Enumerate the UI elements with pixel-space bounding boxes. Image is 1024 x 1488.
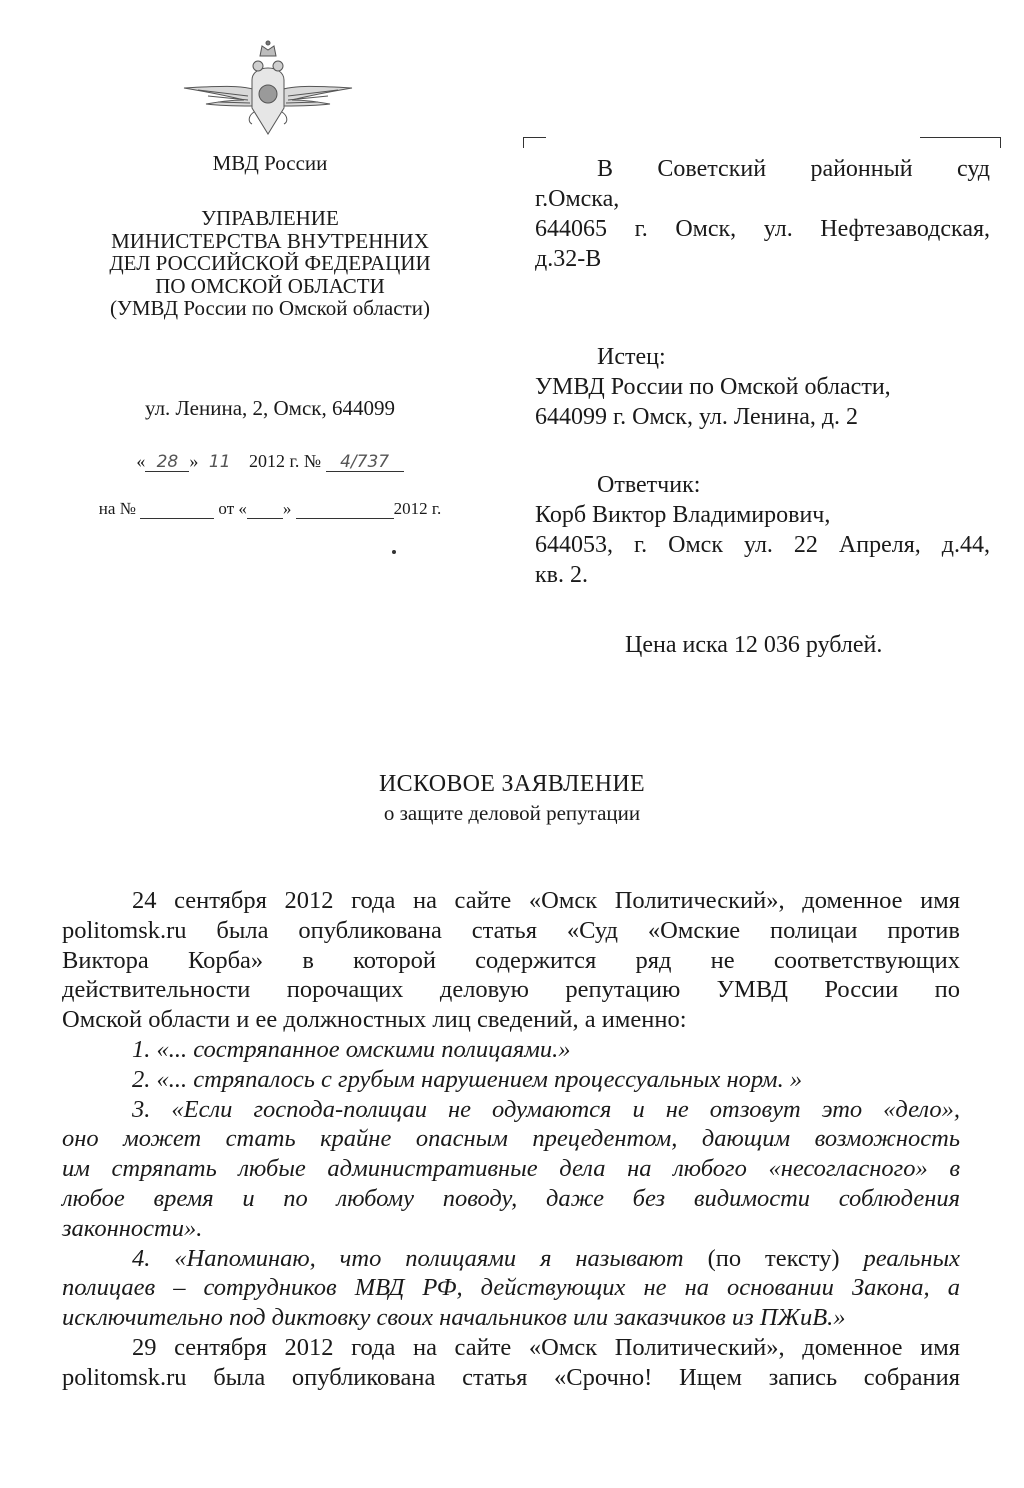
word: ул. — [763, 216, 793, 242]
plaintiff-label: Истец: — [597, 344, 666, 370]
court-addressee — [535, 154, 990, 274]
word: районный — [810, 156, 913, 182]
quote-4-part-c: реальных — [863, 1244, 961, 1272]
quote-item-3-line: оно может стать крайне опасным прецедентом, дающим возможность — [62, 1125, 960, 1153]
reply-year-label: 2012 г. — [393, 499, 442, 518]
quote-item-3-line: им стряпать любые административные дела на любого «несогласного» в — [62, 1155, 960, 1183]
defendant-address-line1: 644053, г. Омск ул. 22 Апреля, д.44, — [535, 532, 990, 558]
quote-4-part-a: 4. «Напоминаю, что полицаями я называют — [132, 1244, 684, 1272]
claim-body — [62, 886, 960, 1393]
mvd-emblem-icon — [178, 36, 358, 140]
org-line: (УМВД России по Омской области) — [110, 296, 430, 320]
organization-name-block — [60, 207, 480, 320]
court-address-line2: д.32-В — [535, 246, 602, 272]
body-line: 24 сентября 2012 года на сайте «Омск Политический», доменное имя — [132, 887, 960, 914]
quote-item-3-line: любое время и по любому поводу, даже без видимости соблюдения — [62, 1184, 960, 1212]
org-line: ДЕЛ РОССИЙСКОЙ ФЕДЕРАЦИИ — [109, 251, 431, 275]
word: В — [597, 156, 614, 182]
word: Нефтезаводская, — [820, 216, 991, 242]
quote-item-3-line: законности». — [62, 1214, 203, 1242]
reply-from-label: от « — [218, 499, 247, 518]
quote-4-part-b: (по тексту) — [707, 1244, 840, 1272]
reply-to-reference — [60, 497, 480, 520]
open-quote: « — [136, 451, 146, 471]
address-corner-mark-left — [523, 137, 546, 148]
defendant-name: Корб Виктор Владимирович, — [535, 502, 831, 528]
outgoing-month-field[interactable]: 11 — [208, 452, 231, 472]
plaintiff-address: 644099 г. Омск, ул. Ленина, д. 2 — [535, 404, 859, 430]
defendant-block — [535, 470, 990, 590]
quote-item-2: 2. «... стряпалось с грубым нарушением процессуальных норм. » — [132, 1065, 803, 1093]
plaintiff-block — [535, 342, 990, 432]
reply-month-field[interactable] — [296, 500, 394, 519]
body-line: действительности порочащих деловую репутацию УМВД России по — [62, 976, 960, 1004]
ministry-short-name: МВД России — [212, 151, 328, 175]
outgoing-date-number — [60, 450, 480, 474]
document-title-block — [0, 769, 1024, 827]
document-title: ИСКОВОЕ ЗАЯВЛЕНИЕ — [379, 771, 645, 797]
org-line: ПО ОМСКОЙ ОБЛАСТИ — [155, 273, 385, 298]
court-city: г.Омска, — [535, 186, 620, 212]
reply-number-label: на № — [98, 499, 136, 518]
court-name-line1 — [535, 154, 990, 184]
org-line: УПРАВЛЕНИЕ — [201, 206, 339, 230]
body-line: Омской области и ее должностных лиц сведений, а именно: — [62, 1006, 687, 1034]
outgoing-number-field[interactable]: 4/737 — [326, 453, 404, 472]
letterhead-address: ул. Ленина, 2, Омск, 644099 — [145, 396, 395, 420]
document-subtitle: о защите деловой репутации — [383, 801, 641, 825]
word: Советский — [657, 156, 767, 182]
quote-item-3-line: 3. «Если господа-полицаи не одумаются и не отзовут это «дело», — [132, 1095, 960, 1123]
outgoing-day-field[interactable]: 28 — [145, 453, 189, 472]
word: суд — [956, 156, 991, 182]
reply-day-field[interactable] — [247, 500, 283, 519]
reply-number-field[interactable] — [140, 500, 214, 519]
quote-item-4-line2: полицаев – сотрудников МВД РФ, действующих не на основании Закона, а — [62, 1274, 960, 1302]
outgoing-year-label: 2012 г. № — [249, 451, 322, 471]
defendant-label: Ответчик: — [597, 472, 701, 498]
body-line: 29 сентября 2012 года на сайте «Омск Политический», доменное имя — [132, 1333, 960, 1361]
word: г. — [634, 216, 648, 242]
claim-value: Цена иска 12 036 рублей. — [625, 632, 883, 658]
close-quote: » — [189, 451, 199, 471]
org-line: МИНИСТЕРСТВА ВНУТРЕННИХ — [111, 228, 429, 253]
body-line: politomsk.ru была опубликована статья «Суд «Омские полицаи против — [62, 916, 960, 944]
word: Омск, — [675, 216, 737, 242]
body-line: politomsk.ru была опубликована статья «Срочно! Ищем запись собрания — [62, 1363, 960, 1391]
address-corner-mark-right — [920, 137, 1001, 148]
scan-speck — [392, 550, 396, 554]
defendant-address-line2: кв. 2. — [535, 562, 588, 588]
quote-item-4-line1 — [62, 1244, 960, 1274]
quote-item-4-line3: исключительно под диктовку своих начальников или заказчиков из ПЖиВ.» — [62, 1304, 846, 1332]
quote-item-1: 1. «... состряпанное омскими полицаями.» — [132, 1035, 571, 1063]
body-line: Виктора Корба» в которой содержится ряд не соответствующих — [62, 946, 960, 974]
word: 644065 — [535, 216, 607, 242]
court-address-line1 — [535, 214, 990, 244]
plaintiff-name: УМВД России по Омской области, — [535, 374, 891, 400]
reply-close-quote: » — [282, 499, 292, 518]
